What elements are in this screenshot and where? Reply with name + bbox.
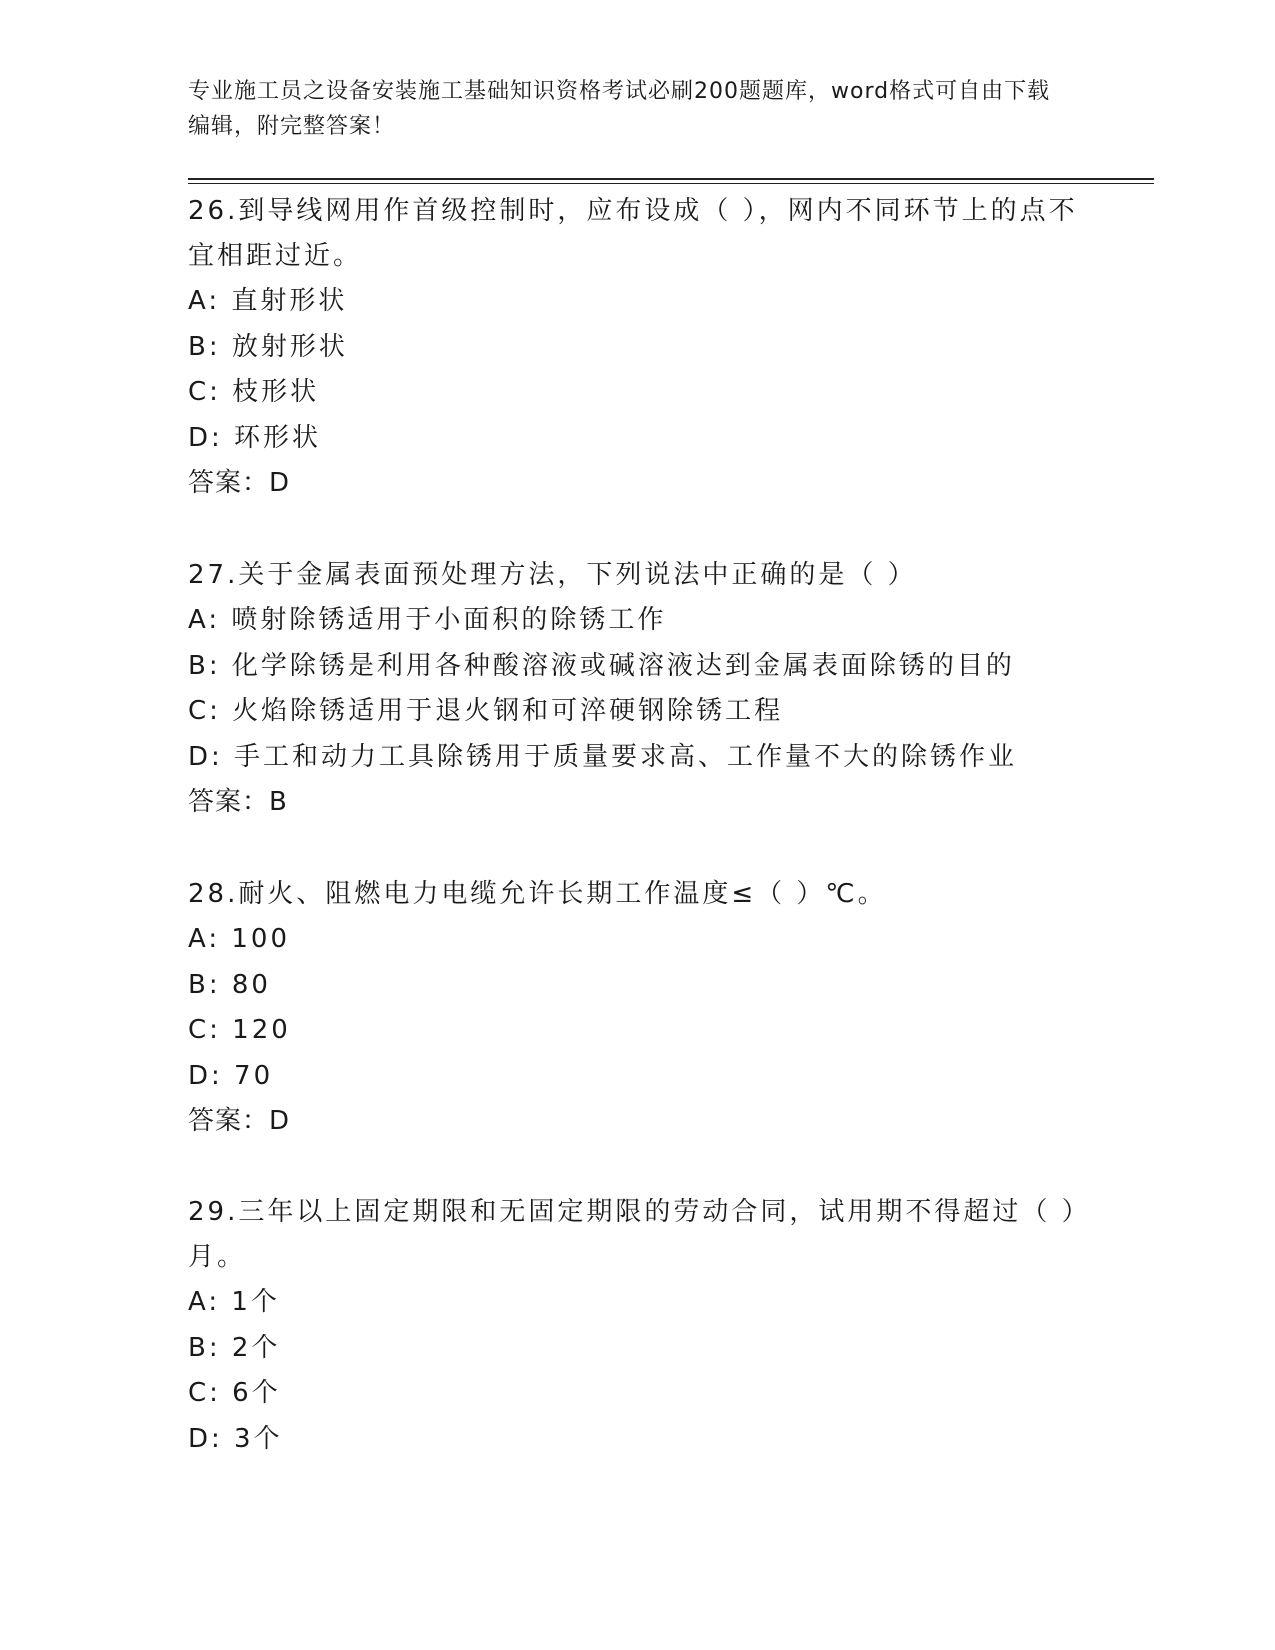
option-c: C: 枝形状 [188, 377, 320, 407]
option-d: D: 70 [188, 1060, 274, 1091]
option-a: A: 喷射除锈适用于小面积的除锈工作 [188, 605, 667, 635]
option-c: C: 火焰除锈适用于退火钢和可淬硬钢除锈工程 [188, 696, 784, 726]
option-d: D: 3个 [188, 1423, 283, 1454]
question-stem: 28.耐火、阻燃电力电缆允许长期工作温度≤（ ）℃。 [188, 879, 887, 909]
option-a: A: 直射形状 [188, 286, 348, 316]
option-d: D: 手工和动力工具除锈用于质量要求高、工作量不大的除锈作业 [188, 741, 1018, 772]
header-divider-thick [188, 178, 1154, 180]
answer: 答案：D [188, 1106, 291, 1136]
question-26 [188, 189, 1088, 506]
option-a: A: 100 [188, 924, 290, 954]
answer: 答案：D [188, 468, 291, 498]
question-29 [188, 1190, 1088, 1462]
header-divider-thin [188, 183, 1154, 184]
option-c: C: 120 [188, 1015, 291, 1045]
option-c: C: 6个 [188, 1378, 281, 1408]
question-stem: 27.关于金属表面预处理方法，下列说法中正确的是（ ） [188, 560, 917, 590]
document-header: 专业施工员之设备安装施工基础知识资格考试必刷200题题库，word格式可自由下载编辑，附完整答案！ [188, 79, 1051, 139]
option-d: D: 环形状 [188, 422, 322, 453]
option-b: B: 化学除锈是利用各种酸溶液或碱溶液达到金属表面除锈的目的 [188, 650, 1015, 681]
question-27 [188, 553, 1088, 825]
option-b: B: 80 [188, 969, 271, 1000]
option-b: B: 放射形状 [188, 331, 348, 362]
question-stem: 29.三年以上固定期限和无固定期限的劳动合同，试用期不得超过（ ）月。 [188, 1197, 1078, 1272]
question-stem: 26.到导线网用作首级控制时，应布设成（ ），网内不同环节上的点不宜相距过近。 [188, 196, 1078, 271]
option-a: A: 1个 [188, 1287, 280, 1317]
answer: 答案：B [188, 787, 288, 817]
question-28 [188, 872, 1088, 1144]
option-b: B: 2个 [188, 1332, 281, 1363]
